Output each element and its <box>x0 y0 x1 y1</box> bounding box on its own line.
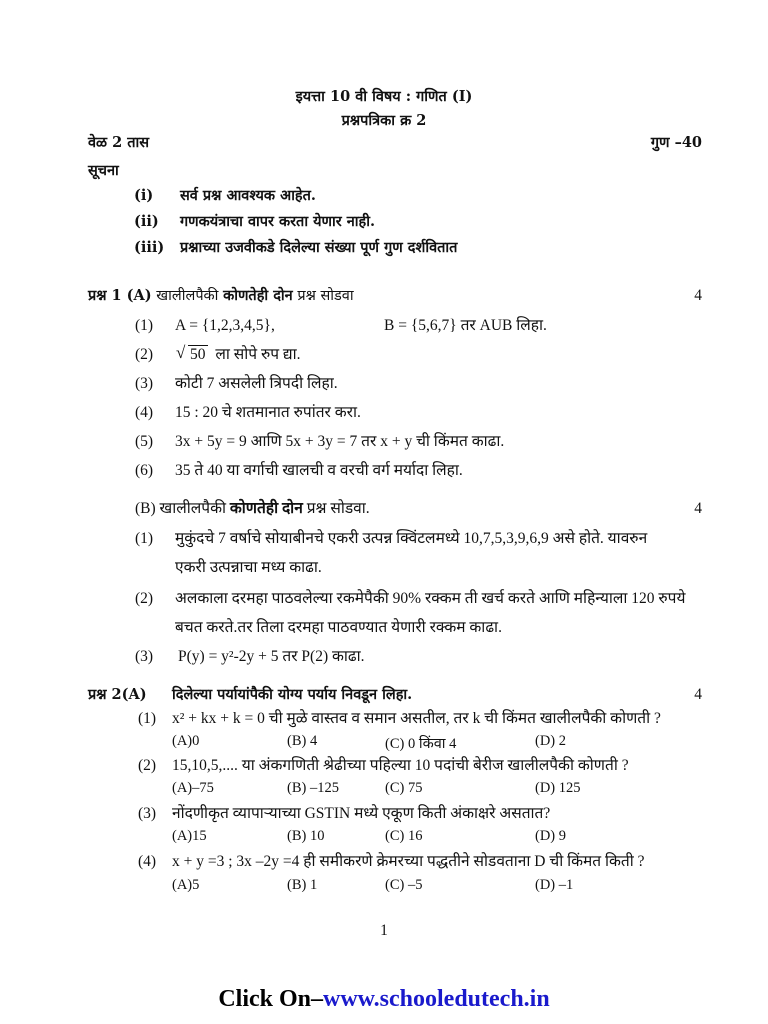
item-number: (4) <box>135 404 154 421</box>
item-text: नोंदणीकृत व्यापाऱ्याच्या GSTIN मध्ये एकूण किती अंकाक्षरे असतात? <box>172 805 551 822</box>
item-text-continued: बचत करते.तर तिला दरमहा पाठवण्यात येणारी रक्कम काढा. <box>175 619 502 636</box>
item-text: 3x + 5y = 9 आणि 5x + 3y = 7 तर x + y ची किंमत काढा. <box>175 433 505 450</box>
question-text: दिलेल्या पर्यायांपैकी योग्य पर्याय निवडून लिहा. <box>172 686 413 703</box>
question-text: प्रश्न सोडवा. <box>306 500 370 517</box>
option-a: (A)–75 <box>172 780 214 796</box>
item-number: (5) <box>135 433 154 450</box>
option-a: (A)5 <box>172 877 200 893</box>
click-on-label: Click On <box>218 986 311 1012</box>
item-number: (1) <box>135 317 154 334</box>
question-heading <box>135 500 370 519</box>
question-heading <box>88 287 354 305</box>
instructions-heading: सूचना <box>88 162 119 179</box>
website-link[interactable] <box>0 986 768 1013</box>
set-b: B = {5,6,7} तर AUB लिहा. <box>384 317 547 334</box>
item-text: 35 ते 40 या वर्गाची खालची व वरची वर्ग मर्यादा लिहा. <box>175 462 463 479</box>
option-a: (A)15 <box>172 828 207 844</box>
instruction-num: (ii) <box>134 213 159 230</box>
option-b: (B) –125 <box>287 780 339 796</box>
option-c: (C) 75 <box>385 780 423 796</box>
instruction-text: प्रश्नाच्या उजवीकडे दिलेल्या संख्या पूर्ण गुण दर्शवितात <box>180 239 458 256</box>
item-number: (2) <box>135 590 154 607</box>
option-c: (C) 0 किंवा 4 <box>385 736 457 752</box>
square-root-icon <box>178 346 208 365</box>
item-text: x² + kx + k = 0 ची मुळे वास्तव व समान असतील, तर k ची किंमत खालीलपैकी कोणती ? <box>172 710 661 727</box>
website-url[interactable]: www.schooledutech.in <box>323 986 550 1012</box>
paper-number: प्रश्नपत्रिका क्र 2 <box>341 112 427 129</box>
item-number: (3) <box>138 805 157 822</box>
question-marks: 4 <box>694 287 702 304</box>
total-marks: गुण –40 <box>650 134 702 151</box>
page-number: 1 <box>380 922 388 939</box>
question-text-emphasis: कोणतेही दोन <box>223 287 293 304</box>
option-b: (B) 4 <box>287 733 318 749</box>
radicand: 50 <box>190 346 206 363</box>
exam-title: इयत्ता 10 वी विषय : गणित (I) <box>295 88 473 105</box>
item-text: x + y =3 ; 3x –2y =4 ही समीकरणे क्रेमरच्या पद्धतीने सोडवताना D ची किंमत किती ? <box>172 853 645 870</box>
item-number: (6) <box>135 462 154 479</box>
option-c: (C) –5 <box>385 877 423 893</box>
question-label: (B) <box>135 500 156 517</box>
option-d: (D) 9 <box>535 828 567 844</box>
item-number: (2) <box>138 757 157 774</box>
item-text-continued: एकरी उत्पन्नाचा मध्य काढा. <box>175 559 322 576</box>
item-text: 15 : 20 चे शतमानात रुपांतर करा. <box>175 404 361 421</box>
set-a: A = {1,2,3,4,5}, <box>175 317 275 334</box>
instruction-text: सर्व प्रश्न आवश्यक आहेत. <box>180 187 316 204</box>
item-text: P(y) = y²-2y + 5 तर P(2) काढा. <box>178 648 365 665</box>
item-number: (4) <box>138 853 157 870</box>
question-marks: 4 <box>694 686 702 703</box>
question-text: प्रश्न सोडवा <box>297 288 354 304</box>
option-d: (D) 2 <box>535 733 567 749</box>
option-b: (B) 10 <box>287 828 325 844</box>
dash-separator: – <box>311 986 323 1012</box>
instruction-num: (iii) <box>134 239 165 256</box>
option-a: (A)0 <box>172 733 200 749</box>
instruction-text: गणकयंत्राचा वापर करता येणार नाही. <box>180 213 376 230</box>
item-number: (1) <box>138 710 157 727</box>
item-text: मुकुंदचे 7 वर्षाचे सोयाबीनचे एकरी उत्पन्न क्विंटलमध्ये 10,7,5,3,9,6,9 असे होते. यावरुन <box>175 530 648 547</box>
option-d: (D) 125 <box>535 780 581 796</box>
question-text: खालीलपैकी <box>159 500 226 517</box>
question-text-emphasis: कोणतेही दोन <box>229 500 303 517</box>
option-c: (C) 16 <box>385 828 423 844</box>
item-text <box>178 346 301 365</box>
item-number: (1) <box>135 530 154 547</box>
item-number: (3) <box>135 375 154 392</box>
question-label: प्रश्न 2(A) <box>88 686 147 703</box>
question-label: प्रश्न 1 (A) <box>88 287 152 304</box>
exam-duration: वेळ 2 तास <box>88 134 150 151</box>
item-number: (3) <box>135 648 154 665</box>
question-text: खालीलपैकी <box>156 288 219 304</box>
option-b: (B) 1 <box>287 877 318 893</box>
question-marks: 4 <box>694 500 702 517</box>
option-d: (D) –1 <box>535 877 574 893</box>
instruction-num: (i) <box>134 187 154 204</box>
item-text: अलकाला दरमहा पाठवलेल्या रकमेपैकी 90% रक्कम ती खर्च करते आणि महिन्याला 120 रुपये <box>175 590 686 607</box>
item-text: कोटी 7 असलेली त्रिपदी लिहा. <box>175 375 338 392</box>
item-number: (2) <box>135 346 154 363</box>
item-text: 15,10,5,.... या अंकगणिती श्रेढीच्या पहिल्या 10 पदांची बेरीज खालीलपैकी कोणती ? <box>172 757 629 774</box>
item-text-rest: ला सोपे रुप द्या. <box>215 346 301 363</box>
